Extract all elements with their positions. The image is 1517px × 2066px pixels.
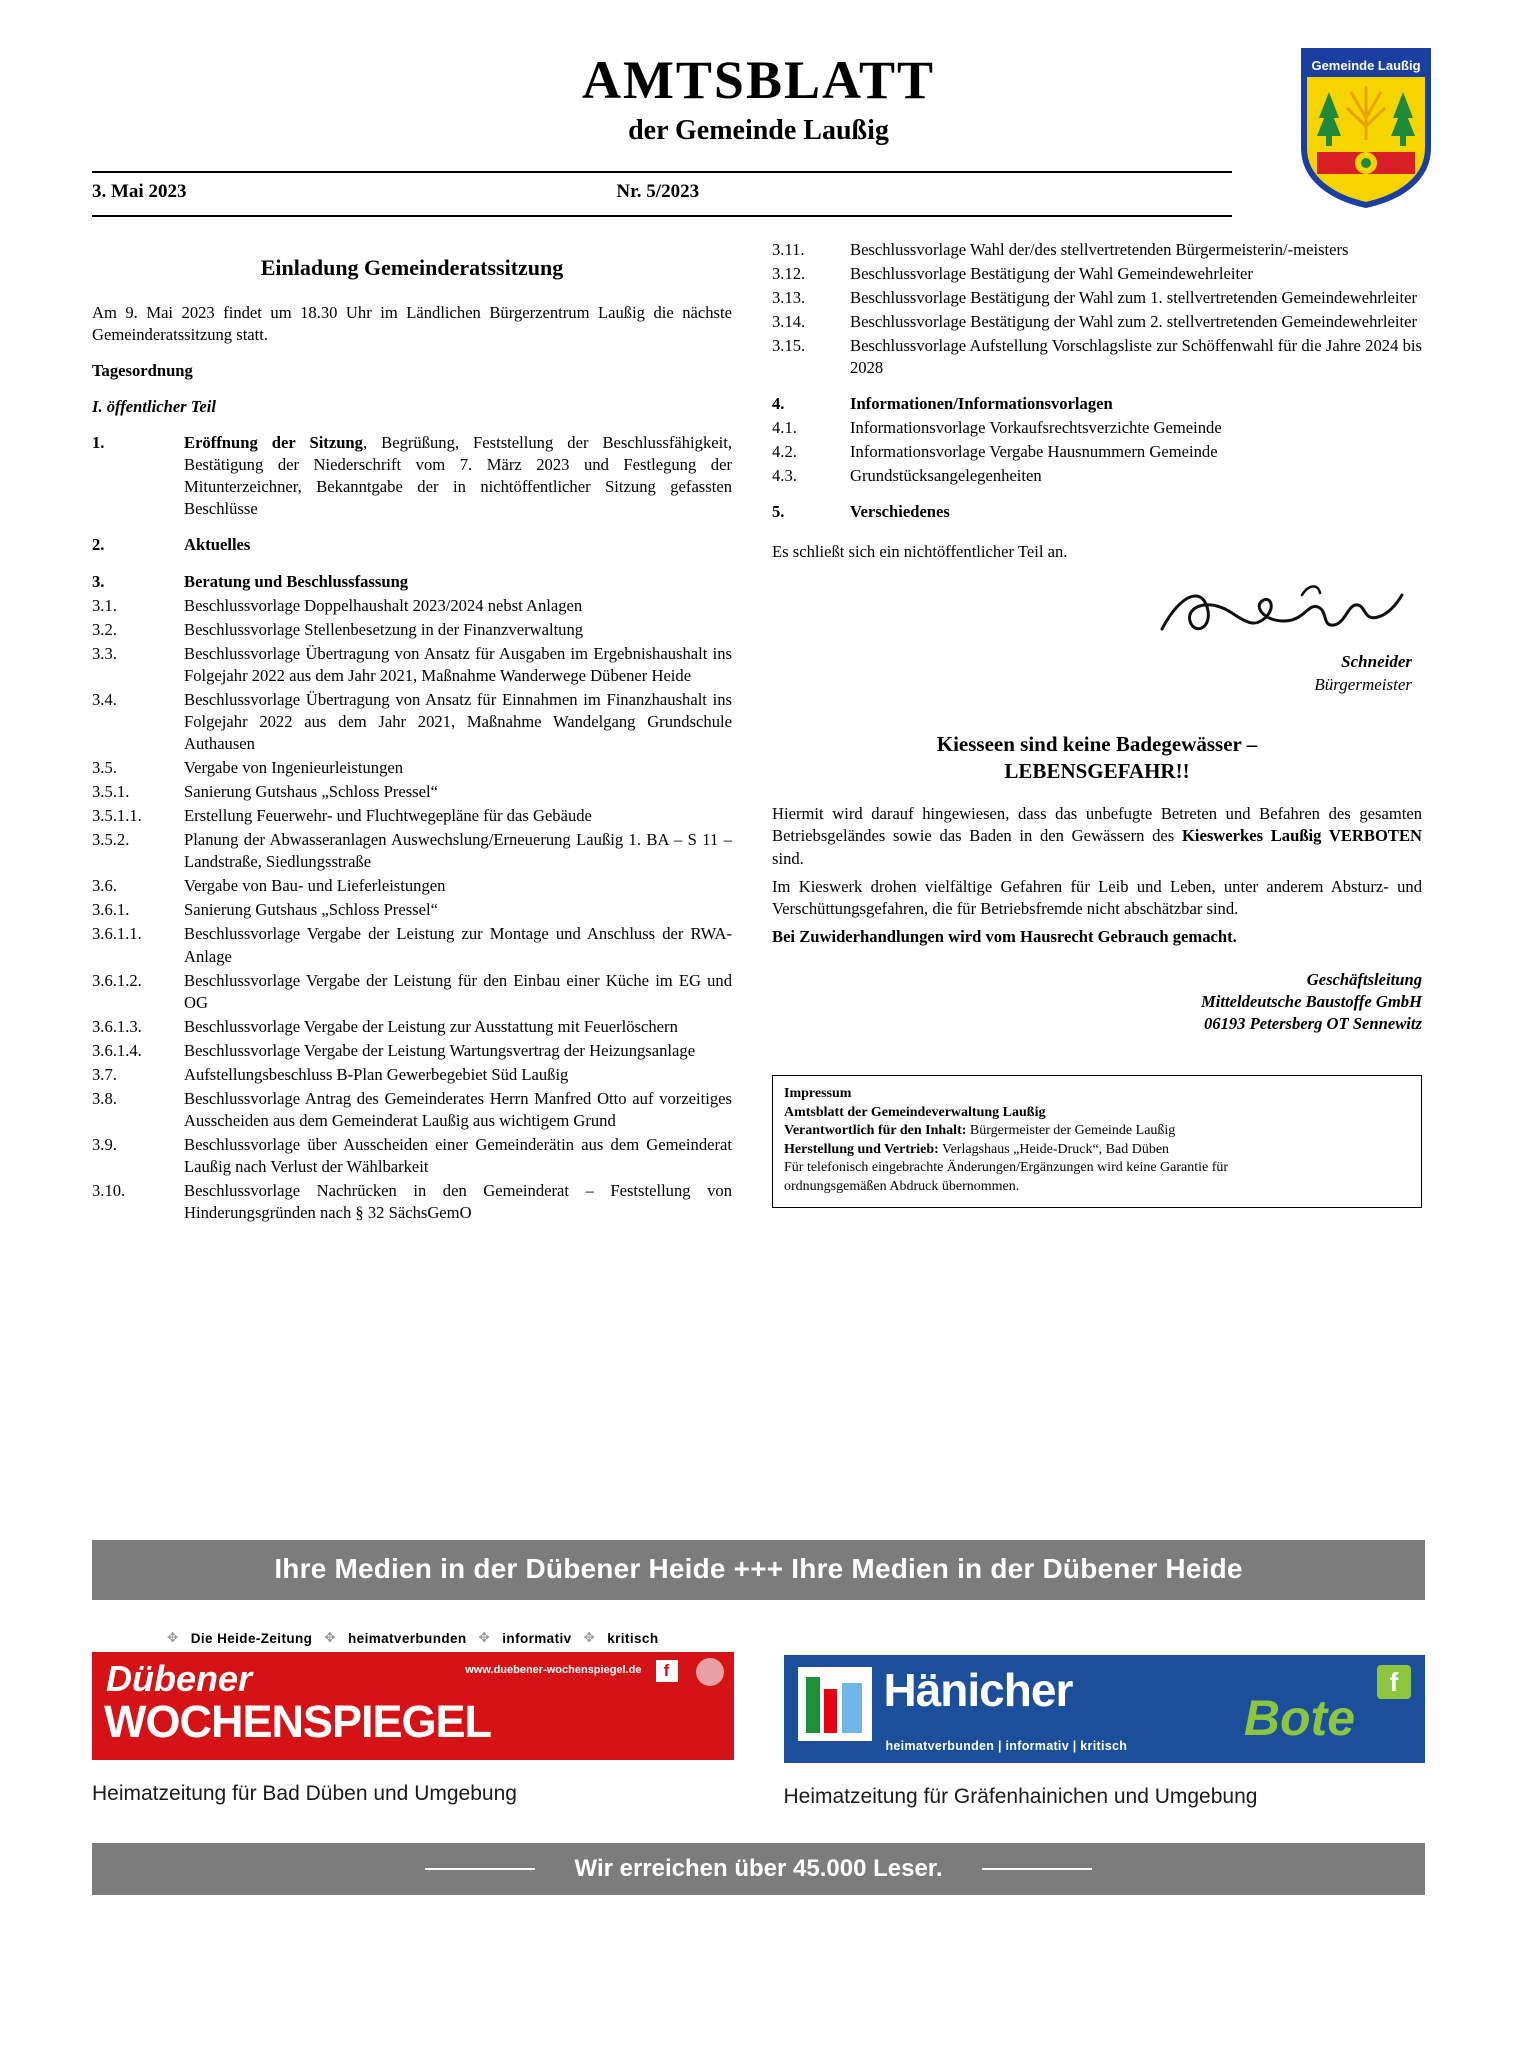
agenda-item [92,757,732,779]
agenda-item [92,829,732,873]
agenda-item-text: Beschlussvorlage Doppelhaushalt 2023/2024 nebst Anlagen [184,595,583,615]
agenda-item [92,1088,732,1132]
building-icon [798,1667,872,1741]
impressum-line-3-label: Herstellung und Vertrieb: [784,1141,939,1157]
closing-note: Es schließt sich ein nichtöffentlicher Teil an. [772,542,1068,562]
agenda-item [772,417,1422,439]
signature-block [772,577,1422,696]
agenda-item-number: 3.6.1.4. [92,1040,142,1060]
agenda-item-text: Aktuelles [184,535,251,555]
agenda-item [772,287,1422,309]
ad-banner-headline: Ihre Medien in der Dübener Heide +++ Ihre Medien in der Dübener Heide [92,1540,1425,1600]
agenda-item-number: 3.14. [772,311,806,331]
invitation-intro: Am 9. Mai 2023 findet um 18.30 Uhr im Ländlichen Bürgerzentrum Laußig die nächste Gemeinderatssitzung statt. [92,302,732,344]
agenda-item [92,643,732,687]
impressum-line-3-value: Verlagshaus „Heide-Druck“, Bad Düben [938,1141,1170,1157]
agenda-item-number: 5. [772,502,785,522]
agenda-item-number: 3.7. [92,1064,117,1084]
page-subtitle: der Gemeinde Laußig [628,114,889,146]
haenicher-logo-sub: heimatverbunden | informativ | kritisch [885,1739,1128,1753]
tagline-item: kritisch [607,1630,659,1646]
impressum-line-5: ordnungsgemäßen Abdruck übernommen. [784,1178,1020,1194]
agenda-item-text: Beschlussvorlage Vergabe der Leistung für den Einbau einer Küche im EG und OG [184,970,732,1012]
agenda-item [92,534,732,556]
agenda-item-text: Informationen/Informationsvorlagen [850,394,1113,414]
agenda-item [92,805,732,827]
tagline-item: informativ [502,1630,572,1646]
agenda-item-number: 3.5.2. [92,830,130,850]
agenda-item-number: 3.1. [92,595,117,615]
header-rule-bottom [92,215,1232,217]
agenda-item [772,263,1422,285]
wochenspiegel-tagline [92,1630,734,1646]
agenda-item-text: Beschlussvorlage über Ausscheiden einer Gemeinderätin aus dem Gemeinderat Laußig nach Verlust der Wählbarkeit [184,1135,732,1177]
agenda-item-number: 3.5.1. [92,782,130,802]
agenda-item-text: Erstellung Feuerwehr- und Fluchtwegepläne für das Gebäude [184,806,592,826]
facebook-icon[interactable]: f [1377,1665,1411,1699]
agenda-item-text: Verschiedenes [850,502,950,522]
agenda-item [772,393,1422,415]
agenda-item [92,1016,732,1038]
public-part-label: I. öffentlicher Teil [92,397,216,417]
agenda-item [92,689,732,755]
wochenspiegel-url[interactable]: www.duebener-wochenspiegel.de [465,1664,642,1676]
invitation-heading: Einladung Gemeinderatssitzung [260,254,564,280]
agenda-item [92,432,732,520]
signature-icon [1152,577,1412,649]
content-columns [92,239,1425,1227]
agenda-item [92,619,732,641]
warning-p1-c: sind. [772,848,804,868]
agenda-item-number: 3.15. [772,335,806,355]
warning-p1-b: Kieswerkes Laußig VERBOTEN [1181,826,1422,846]
agenda-item-text: Vergabe von Ingenieurleistungen [184,758,404,777]
agenda-item [772,441,1422,463]
impressum-line-2-label: Verantwortlich für den Inhalt: [784,1123,967,1139]
divider-left [425,1868,535,1870]
impressum-line-4: Für telefonisch eingebrachte Änderungen/Ergänzungen wird keine Garantie für [784,1160,1229,1176]
reach-text: Wir erreichen über 45.000 Leser. [574,1855,943,1882]
page-title: AMTSBLATT [581,50,936,110]
diamond-icon: ✥ [324,1630,337,1645]
svg-text:Gemeinde Laußig: Gemeinde Laußig [1311,58,1421,73]
app-icon[interactable] [696,1658,724,1686]
agenda-item-number: 3.12. [772,263,806,283]
agenda-item-number: 3.2. [92,619,117,639]
agenda-item-number: 3.10. [92,1181,126,1201]
agenda-item [92,899,732,921]
warning-paragraph-3: Bei Zuwiderhandlungen wird vom Hausrecht Gebrauch gemacht. [772,927,1237,947]
ad-haenicher-bote[interactable] [784,1630,1426,1809]
agenda-item-number: 1. [92,433,105,453]
impressum-box [772,1075,1422,1208]
ad-row [92,1630,1425,1809]
agenda-item [92,781,732,803]
agenda-item-text: Beratung und Beschlussfassung [184,571,409,591]
impressum-line-2 [784,1122,1410,1140]
agenda-item-number: 4. [772,394,785,414]
company-address: 06193 Petersberg OT Sennewitz [1203,1014,1422,1034]
agenda-item [92,595,732,617]
agenda-item [772,501,1422,523]
agenda-item-number: 3.6. [92,876,117,896]
warning-paragraph-1 [772,803,1422,870]
agenda-item-text: Beschlussvorlage Aufstellung Vorschlagsliste zur Schöffenwahl für die Jahre 2024 bis 2028 [850,335,1422,377]
agenda-item-number: 3.6.1.2. [92,970,142,990]
wochenspiegel-logo-bottom: WOCHENSPIEGEL [104,1696,492,1747]
agenda-item-number: 3.5.1.1. [92,806,142,826]
agenda-item-number: 4.1. [772,418,797,438]
agenda-item-text: Beschlussvorlage Bestätigung der Wahl zum 2. stellvertretenden Gemeindewehrleiter [850,311,1417,331]
agenda-item-text: Planung der Abwasseranlagen Auswechslung/Erneuerung Laußig 1. BA – S 11 – Landstraße, Siedlungsstraße [184,830,732,872]
agenda-item [772,311,1422,333]
masthead [92,0,1425,147]
agenda-item-number: 3.4. [92,689,117,709]
impressum-line-3 [784,1141,1410,1159]
agenda-item-text [184,432,732,520]
agenda-item-text: Beschlussvorlage Vergabe der Leistung zur Ausstattung mit Feuerlöschern [184,1016,678,1036]
issue-date: 3. Mai 2023 [92,180,187,202]
ad-wochenspiegel[interactable] [92,1630,734,1809]
agenda-item [92,1040,732,1062]
warning-title-line2: LEBENSGEFAHR!! [1004,758,1190,783]
agenda-item-number: 3.13. [772,287,806,307]
agenda-item-number: 3. [92,571,105,591]
agenda-item-number: 4.2. [772,442,797,462]
agenda-item-text: Beschlussvorlage Wahl der/des stellvertretenden Bürgermeisterin/-meisters [850,239,1349,259]
agenda-item [92,571,732,593]
agenda-item-number: 4.3. [772,466,797,486]
agenda-item-number: 3.6.1. [92,900,130,920]
diamond-icon: ✥ [583,1630,596,1645]
diamond-icon: ✥ [478,1630,491,1645]
agenda-item [92,875,732,897]
company-name: Mitteldeutsche Baustoffe GmbH [1201,991,1422,1011]
wochenspiegel-logo[interactable] [92,1652,734,1760]
agenda-item [772,465,1422,487]
haenicher-logo-word: Bote [1243,1690,1355,1746]
agenda-item-number: 3.5. [92,758,117,777]
agenda-item-text: Beschlussvorlage Vergabe der Leistung zur Montage und Anschluss der RWA-Anlage [184,924,732,966]
warning-title [772,731,1422,786]
impressum-title: Impressum [784,1086,852,1102]
agenda-item-text: Aufstellungsbeschluss B-Plan Gewerbegebiet Süd Laußig [184,1064,569,1084]
divider-right [982,1868,1092,1870]
agenda-item [772,335,1422,379]
agenda-item-text: Informationsvorlage Vorkaufsrechtsverzichte Gemeinde [850,418,1222,438]
agenda-item-number: 3.6.1.3. [92,1016,142,1036]
agenda-item-text: Beschlussvorlage Übertragung von Ansatz für Ausgaben im Ergebnishaushalt ins Folgejahr 2022 aus dem Jahr 2021, Maßnahme Wanderwege Dübener Heide [184,643,732,685]
warning-body [772,803,1422,948]
right-column [772,239,1422,1227]
agenda-item-number: 3.11. [772,239,805,259]
agenda-item-text: Grundstücksangelegenheiten [850,466,1042,486]
agenda-item [92,923,732,967]
agenda-item [92,1134,732,1178]
impressum-line-2-value: Bürgermeister der Gemeinde Laußig [966,1123,1176,1139]
agenda-item-text: Sanierung Gutshaus „Schloss Pressel“ [184,782,438,802]
facebook-icon[interactable]: f [656,1660,678,1682]
agenda-item-text-bold: Eröffnung der Sitzung [184,433,363,453]
agenda-item-text: Beschlussvorlage Vergabe der Leistung Wartungsvertrag der Heizungsanlage [184,1040,696,1060]
left-column [92,239,732,1227]
warning-p1-a: Hiermit wird darauf hingewiesen, dass das unbefugte Betreten und Befahren des gesamten Betriebsgeländes sowie das Baden in den Gewässern des [772,804,1422,846]
agenda-item-number: 3.9. [92,1135,117,1154]
agenda-item [92,970,732,1014]
signature-name: Schneider [1341,652,1412,672]
warning-title-line1: Kiesseen sind keine Badegewässer – [936,731,1258,756]
haenicher-bote-logo[interactable] [784,1655,1426,1763]
agenda-item-number: 3.3. [92,643,117,663]
diamond-icon: ✥ [167,1630,179,1645]
agenda-item [92,1064,732,1086]
dateline [92,173,1232,209]
coat-of-arms-icon [1301,48,1431,208]
wochenspiegel-caption: Heimatzeitung für Bad Düben und Umgebung [92,1782,517,1805]
agenda-item [92,1180,732,1224]
agenda-item-text: Beschlussvorlage Bestätigung der Wahl zum 1. stellvertretenden Gemeindewehrleiter [850,287,1417,307]
tagline-item: Die Heide-Zeitung [190,1630,313,1646]
issue-number: Nr. 5/2023 [616,180,700,202]
agenda-item-text: Beschlussvorlage Stellenbesetzung in der Finanzverwaltung [184,619,584,639]
agenda-item-text: Sanierung Gutshaus „Schloss Pressel“ [184,900,438,920]
haenicher-logo-name: Hänicher [883,1664,1073,1716]
agenda-label: Tagesordnung [92,361,193,381]
agenda-item-text: Beschlussvorlage Übertragung von Ansatz für Einnahmen im Finanzhaushalt ins Folgejahr 2022 aus dem Jahr 2021, Maßnahme Wandelgang Grundschule Authausen [184,689,732,753]
company-role: Geschäftsleitung [1306,969,1422,989]
tagline-item: heimatverbunden [348,1630,467,1646]
agenda-item-text: Informationsvorlage Vergabe Hausnummern Gemeinde [850,442,1218,462]
wochenspiegel-logo-top: Dübener [106,1658,253,1699]
agenda-item-number: 3.8. [92,1088,117,1108]
agenda-item-number: 3.6.1.1. [92,924,142,944]
advertisement-section [92,1540,1425,1895]
impressum-line-1: Amtsblatt der Gemeindeverwaltung Laußig [784,1104,1046,1120]
company-signature [772,969,1422,1036]
agenda-item-text: Beschlussvorlage Nachrücken in den Gemeinderat – Feststellung von Hinderungsgründen nach § 32 SächsGemO [184,1181,732,1223]
agenda-item-text: Vergabe von Bau- und Lieferleistungen [184,876,446,896]
haenicher-caption: Heimatzeitung für Gräfenhainichen und Umgebung [783,1785,1258,1808]
agenda-item-number: 2. [92,535,105,555]
agenda-item-text-rest: , Begrüßung, Feststellung der Beschlussfähigkeit, Bestätigung der Niederschrift vom 7. März 2023 und Festlegung der Mitunterzeichner, Bekanntgabe der in nichtöffentlicher Sitzung gefassten Beschlüsse [184,433,732,519]
warning-paragraph-2: Im Kieswerk drohen vielfältige Gefahren für Leib und Leben, unter anderem Absturz- und Verschüttungsgefahren, die für Betriebsfremde nicht abschätzbar sind. [772,876,1422,919]
agenda-item-text: Beschlussvorlage Bestätigung der Wahl Gemeindewehrleiter [850,263,1253,283]
signature-role: Bürgermeister [1314,675,1412,695]
agenda-item [772,239,1422,261]
reach-banner [92,1843,1425,1895]
agenda-item-text: Beschlussvorlage Antrag des Gemeinderates Herrn Manfred Otto auf vorzeitiges Ausscheiden aus dem Gemeinderat Laußig aus wichtigem Grund [184,1088,732,1130]
